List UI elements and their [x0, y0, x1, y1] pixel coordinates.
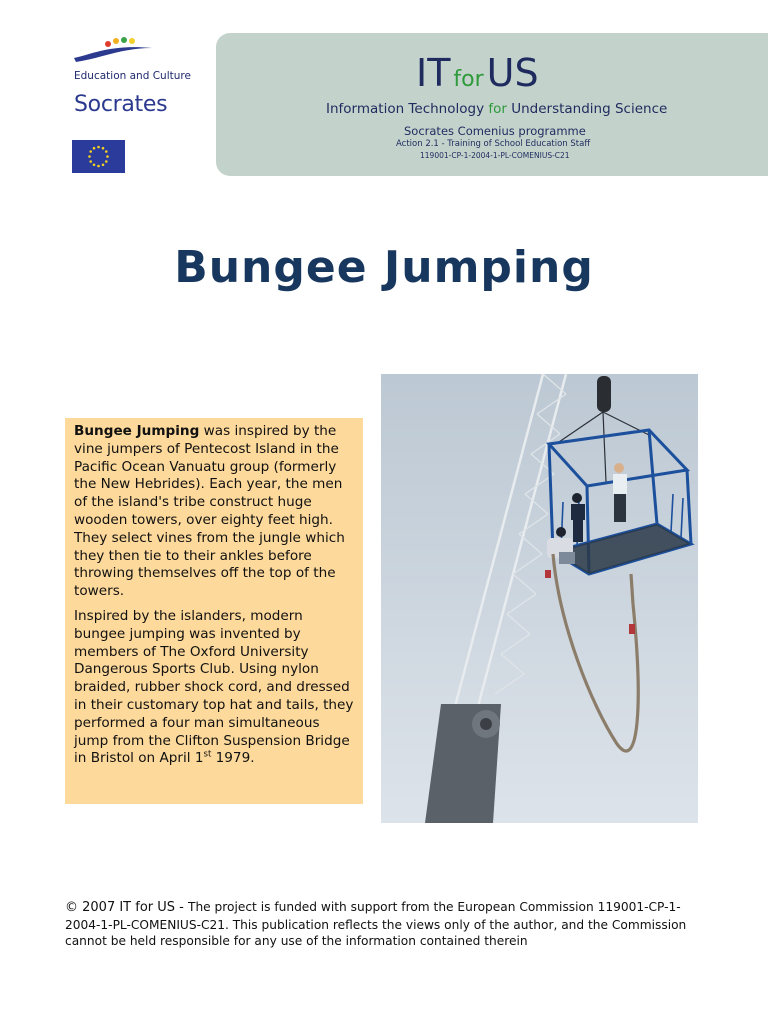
banner-title-us: US — [486, 51, 539, 95]
article-paragraph-2 — [74, 608, 354, 768]
article-text-box — [65, 418, 363, 804]
article-paragraph-1 — [74, 423, 354, 601]
article-paragraph-1-text: was inspired by the vine jumpers of Pentecost Island in the Pacific Ocean Vanuatu group (formerly the New Hebrides). Each year, the men of the island's tribe construct huge wooden towers, over eighty feet high. They select vines from the jungle which they then tie to their ankles before throwing themselves off the top of the towers. — [74, 423, 345, 600]
article-paragraph-2-text: Inspired by the islanders, modern bungee jumping was invented by members of The Oxford University Dangerous Sports Club. Using nylon braided, rubber shock cord, and dressed in their customary top hat and tails, they performed a four man simultaneous jump from the Clifton Suspension Bridge in Bristol on April 1 — [74, 607, 354, 767]
banner-subtitle — [326, 101, 667, 117]
banner-title-for: for — [453, 67, 484, 92]
education-culture-label: Education and Culture — [74, 70, 191, 82]
article-paragraph-2-end: 1979. — [211, 750, 255, 767]
banner-programme: Socrates Comenius programme — [404, 124, 586, 138]
socrates-label: Socrates — [74, 92, 168, 117]
banner-title — [416, 51, 539, 95]
article-lead-term: Bungee Jumping — [74, 423, 200, 439]
banner-title-it: IT — [416, 51, 451, 95]
footer-notice — [65, 899, 705, 950]
header-banner — [216, 33, 768, 176]
banner-action: Action 2.1 - Training of School Education Staff — [396, 139, 591, 149]
bungee-crane-photo — [381, 374, 698, 823]
banner-subtitle-part-a: Information Technology — [326, 101, 489, 117]
bungee-crane-illustration — [381, 374, 698, 823]
education-culture-logo-icon — [72, 36, 156, 66]
banner-subtitle-for: for — [488, 101, 507, 117]
footer-funding-text: The project is funded with support from the European Commission 119001-CP-1-2004-1-PL-COMENIUS-C21. This publication reflects the views only of the author, and the Commission cannot be held responsible for any use of the information contained therein — [65, 900, 687, 948]
eu-flag-icon — [72, 140, 125, 173]
footer-copyright: © 2007 IT for US - — [65, 900, 188, 915]
page-title: Bungee Jumping — [174, 242, 594, 293]
banner-code: 119001-CP-1-2004-1-PL-COMENIUS-C21 — [420, 151, 570, 160]
ordinal-suffix: st — [203, 749, 212, 760]
banner-subtitle-part-b: Understanding Science — [506, 101, 668, 117]
